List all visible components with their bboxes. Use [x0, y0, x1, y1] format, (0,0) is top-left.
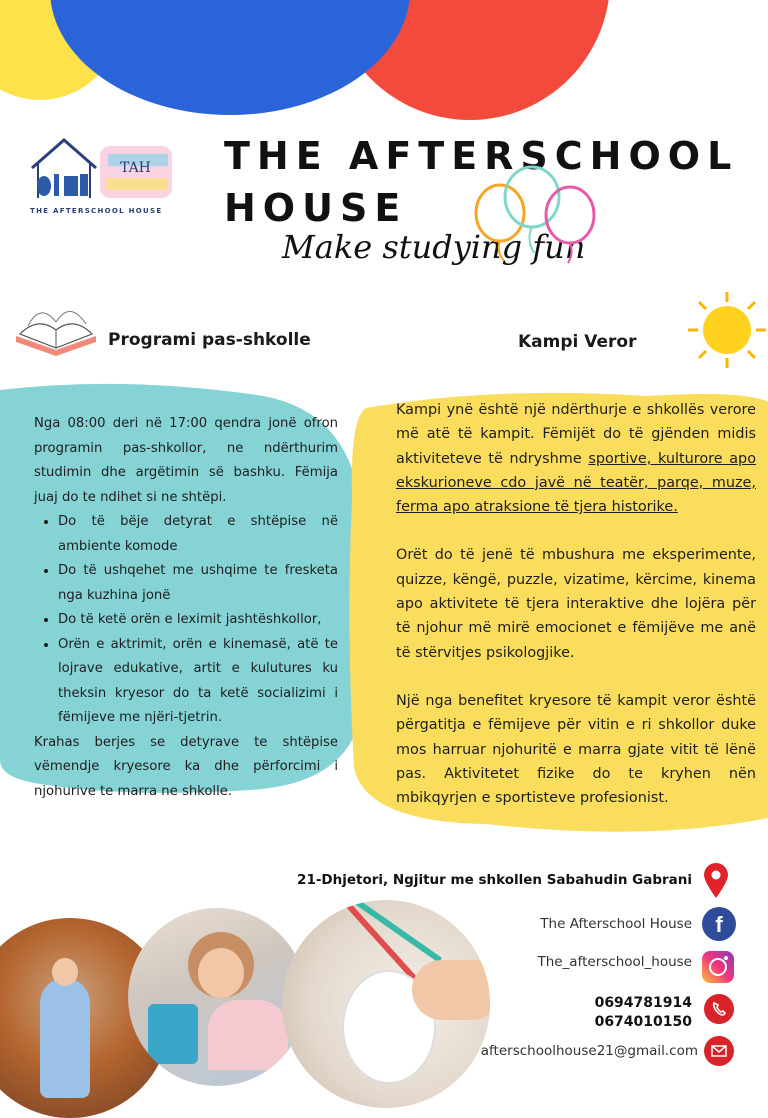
left-section-heading: Programi pas-shkolle: [108, 330, 311, 350]
blue-blob: [50, 0, 410, 115]
title-line-2: HOUSE: [224, 186, 408, 230]
phone-1[interactable]: 0694781914: [594, 995, 692, 1011]
left-bullet-list: [34, 510, 338, 731]
phone-icon[interactable]: [704, 994, 734, 1024]
list-item: • Orën e aktrimit, orën e kinemasë, atë te lojrave edukative, artit e kulutures ku theksin kryesor do ta ketë socializimi i fëmijeve me njëri-tjetrin.: [58, 633, 338, 731]
list-item: • Do të bëje detyrat e shtëpise në ambiente komode: [58, 510, 338, 559]
email-icon[interactable]: [704, 1036, 734, 1066]
right-section-body: [396, 398, 756, 834]
instagram-icon[interactable]: [702, 951, 734, 983]
right-p1-text: Kampi ynë është një ndërthurje e shkollës verore më atë të kampit. Fëmijët do të gjënden midis aktiviteteve të ndryshme: [396, 402, 756, 467]
logo-letters: TAH: [120, 160, 151, 176]
tagline: Make studying fun: [282, 228, 586, 266]
phone-numbers[interactable]: [595, 994, 692, 1032]
decorative-blobs: [0, 0, 768, 140]
title-line-1: THE AFTERSCHOOL: [224, 134, 739, 178]
balloons-icon: [470, 165, 610, 270]
list-item: • Do të ketë orën e leximit jashtëshkollor,: [58, 608, 338, 633]
location-pin-icon: [702, 862, 730, 900]
phone-2[interactable]: 0674010150: [594, 1014, 692, 1030]
photo-girl-drawing: [128, 908, 306, 1086]
logo: [28, 134, 178, 216]
right-section-heading: Kampi Veror: [518, 332, 637, 352]
logo-caption: THE AFTERSCHOOL HOUSE: [30, 207, 163, 215]
right-paragraph-2: Orët do të jenë të mbushura me eksperimente, quizze, këngë, puzzle, vizatime, kërcime, kinema apo aktivitete të tjera interaktive dhe lojëra për të njohur më mirë emocionet e fëmijëve me anë të stërvitjes psikologjike.: [396, 547, 756, 661]
left-outro: Krahas berjes se detyrave te shtëpise vëmendje kryesore ka dhe përforcimi i njohurive te marra ne shkolle.: [34, 734, 338, 799]
sun-icon: [686, 290, 768, 370]
right-paragraph-1: [396, 398, 756, 519]
facebook-icon[interactable]: f: [702, 907, 736, 941]
logo-house-icon: [28, 134, 178, 206]
book-icon: [10, 296, 102, 358]
photo-craft-hands: [282, 900, 490, 1108]
instagram-link[interactable]: The_afterschool_house: [537, 954, 692, 970]
address-text: 21-Dhjetori, Ngjitur me shkollen Sabahudin Gabrani: [297, 872, 692, 888]
right-paragraph-3: Një nga benefitet kryesore të kampit veror është përgatitja e fëmijeve për vitin e ri shkollor duke mos harruar njohuritë e marra gjate vitit të lënë pas. Aktivitetet fizike do te kryhen nën mbikqyrjen e sportisteve profesionist.: [396, 692, 756, 807]
email-link[interactable]: afterschoolhouse21@gmail.com: [480, 1043, 698, 1059]
left-intro: Nga 08:00 deri në 17:00 qendra jonë ofron programin pas-shkollor, ne ndërthurim studimin dhe argëtimin së bashku. Fëmija juaj do te ndihet si ne shtëpi.: [34, 416, 338, 505]
list-item: • Do të ushqehet me ushqime te fresketa nga kuzhina jonë: [58, 559, 338, 608]
facebook-link[interactable]: The Afterschool House: [540, 916, 692, 932]
right-p1-underlined: sportive, kulturore apo ekskurioneve cdo javë në teatër, parqe, muze, ferma apo atraksione të tjera historike.: [396, 450, 756, 516]
left-section-body: [34, 412, 338, 804]
